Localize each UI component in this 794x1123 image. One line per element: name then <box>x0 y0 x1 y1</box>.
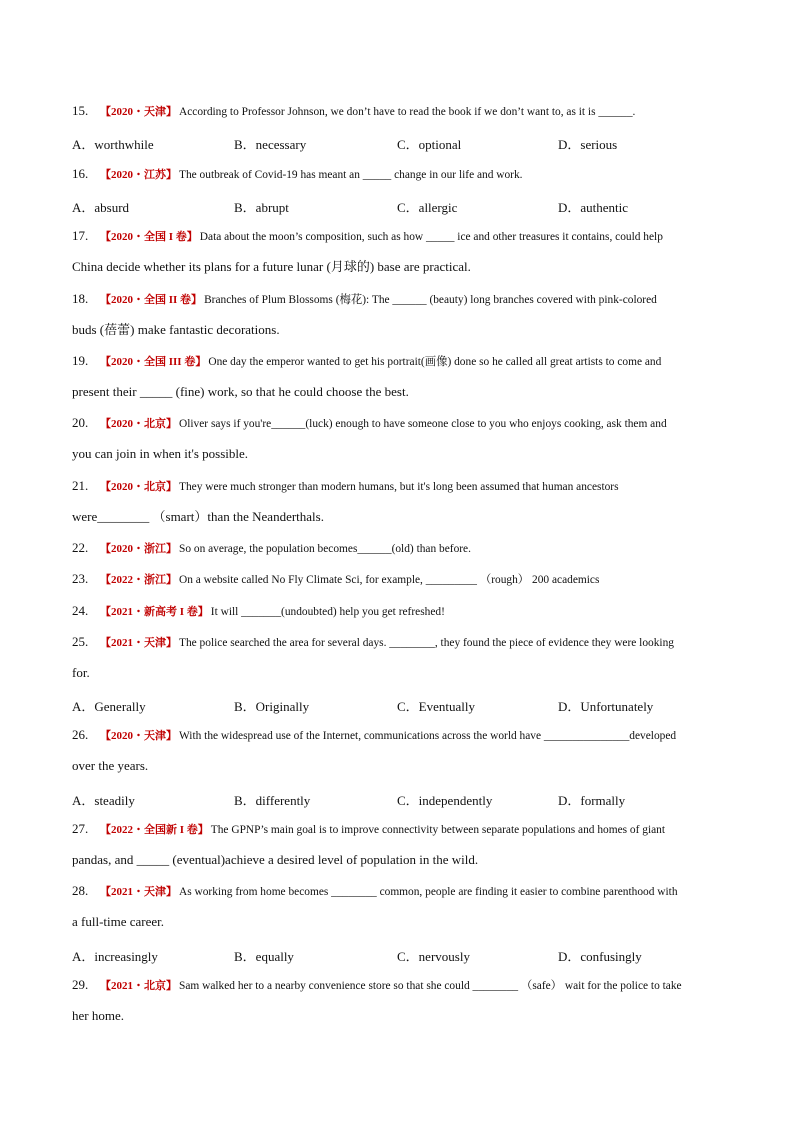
question-28 <box>72 883 724 900</box>
choice-a: A．steadily <box>72 793 135 808</box>
question-number: 25. <box>72 634 89 649</box>
question-15 <box>72 103 724 120</box>
question-source: 【2022・浙江】 <box>100 574 177 586</box>
question-24 <box>72 603 724 620</box>
choices-28 <box>72 946 732 962</box>
question-source: 【2020・天津】 <box>100 730 177 742</box>
question-20 <box>72 415 724 432</box>
question-source: 【2020・天津】 <box>100 106 177 118</box>
question-23 <box>72 571 724 588</box>
question-27 <box>72 821 724 838</box>
question-18-continuation: buds (蓓蕾) make fantastic decorations. <box>72 322 280 337</box>
question-25-continuation: for. <box>72 665 90 680</box>
choice-b: B．Originally <box>234 699 310 714</box>
question-text: They were much stronger than modern humans, but it's long been assumed that human ancestors <box>179 481 619 493</box>
question-text: Branches of Plum Blossoms (梅花): The ______ (beauty) long branches covered with pink-colored <box>204 294 657 306</box>
choice-c: C．Eventually <box>397 699 475 714</box>
choice-b: B．necessary <box>234 137 307 152</box>
question-source: 【2021・新高考 I 卷】 <box>100 606 209 618</box>
choice-d: D．serious <box>558 137 618 152</box>
question-source: 【2021・北京】 <box>100 980 177 992</box>
question-text: On a website called No Fly Climate Sci, for example, _________ （rough） 200 academics <box>179 574 600 586</box>
choice-c: C．allergic <box>397 200 458 215</box>
question-19 <box>72 353 724 370</box>
question-source: 【2020・江苏】 <box>100 169 177 181</box>
question-18 <box>72 291 724 308</box>
choice-a: A．Generally <box>72 699 146 714</box>
question-17-continuation: China decide whether its plans for a future lunar (月球的) base are practical. <box>72 259 471 274</box>
question-21 <box>72 478 724 495</box>
question-number: 28. <box>72 883 89 898</box>
question-26 <box>72 727 724 744</box>
question-text: According to Professor Johnson, we don’t have to read the book if we don’t want to, as it is ______. <box>179 106 636 118</box>
question-number: 26. <box>72 727 89 742</box>
choice-a: A．increasingly <box>72 949 158 964</box>
question-26-continuation: over the years. <box>72 758 149 773</box>
question-number: 17. <box>72 228 89 243</box>
question-text: As working from home becomes ________ common, people are finding it easier to combine parenthood with <box>179 886 678 898</box>
choices-25 <box>72 696 732 712</box>
question-number: 20. <box>72 415 89 430</box>
question-21-continuation: were________ （smart）than the Neanderthals. <box>72 509 324 524</box>
question-text: It will _______(undoubted) help you get refreshed! <box>210 606 445 618</box>
question-source: 【2020・浙江】 <box>100 543 177 555</box>
question-source: 【2020・全国 I 卷】 <box>100 231 198 243</box>
choices-15 <box>72 134 732 150</box>
choice-b: B．differently <box>234 793 311 808</box>
question-text: The outbreak of Covid-19 has meant an _____ change in our life and work. <box>179 169 523 181</box>
choice-d: D．formally <box>558 793 626 808</box>
question-number: 15. <box>72 103 89 118</box>
question-28-continuation: a full-time career. <box>72 914 165 929</box>
choice-b: B．abrupt <box>234 200 289 215</box>
question-number: 29. <box>72 977 89 992</box>
choice-d: D．confusingly <box>558 949 642 964</box>
choice-d: D．authentic <box>558 200 629 215</box>
question-22 <box>72 540 724 557</box>
question-text: The GPNP’s main goal is to improve connectivity between separate populations and homes of giant <box>210 824 666 836</box>
question-source: 【2021・天津】 <box>100 886 177 898</box>
question-number: 16. <box>72 166 89 181</box>
choice-a: A．absurd <box>72 200 130 215</box>
question-text: So on average, the population becomes______(old) than before. <box>179 543 471 555</box>
question-number: 27. <box>72 821 89 836</box>
question-number: 23. <box>72 571 89 586</box>
question-source: 【2020・全国 III 卷】 <box>100 356 207 368</box>
question-number: 19. <box>72 353 89 368</box>
question-number: 22. <box>72 540 89 555</box>
question-text: One day the emperor wanted to get his portrait(画像) done so he called all great artists to come and <box>208 356 662 368</box>
question-29 <box>72 977 724 994</box>
question-19-continuation: present their _____ (fine) work, so that he could choose the best. <box>72 384 409 399</box>
question-text: The police searched the area for several days. ________, they found the piece of evidence they were looking <box>179 637 674 649</box>
choice-c: C．independently <box>397 793 493 808</box>
question-20-continuation: you can join in when it's possible. <box>72 446 249 461</box>
question-text: Data about the moon’s composition, such as how _____ ice and other treasures it contains, could help <box>199 231 663 243</box>
question-number: 21. <box>72 478 89 493</box>
choices-26 <box>72 790 732 806</box>
question-29-continuation: her home. <box>72 1008 124 1023</box>
question-number: 18. <box>72 291 89 306</box>
choice-b: B．equally <box>234 949 294 964</box>
question-text: With the widespread use of the Internet, communications across the world have _______________developed <box>179 730 677 742</box>
choice-d: D．Unfortunately <box>558 699 654 714</box>
question-27-continuation: pandas, and _____ (eventual)achieve a desired level of population in the wild. <box>72 852 479 867</box>
question-source: 【2022・全国新 I 卷】 <box>100 824 209 836</box>
choices-16 <box>72 197 732 213</box>
choice-c: C．nervously <box>397 949 470 964</box>
question-source: 【2021・天津】 <box>100 637 177 649</box>
question-number: 24. <box>72 603 89 618</box>
question-source: 【2020・北京】 <box>100 418 177 430</box>
choice-a: A．worthwhile <box>72 137 154 152</box>
question-text: Oliver says if you're______(luck) enough to have someone close to you who enjoys cooking, ask them and <box>179 418 667 430</box>
question-25 <box>72 634 724 651</box>
question-source: 【2020・全国 II 卷】 <box>100 294 203 306</box>
question-17 <box>72 228 724 245</box>
question-text: Sam walked her to a nearby convenience store so that she could ________ （safe） wait for the police to take <box>179 980 682 992</box>
choice-c: C．optional <box>397 137 462 152</box>
question-16 <box>72 166 724 183</box>
question-source: 【2020・北京】 <box>100 481 177 493</box>
